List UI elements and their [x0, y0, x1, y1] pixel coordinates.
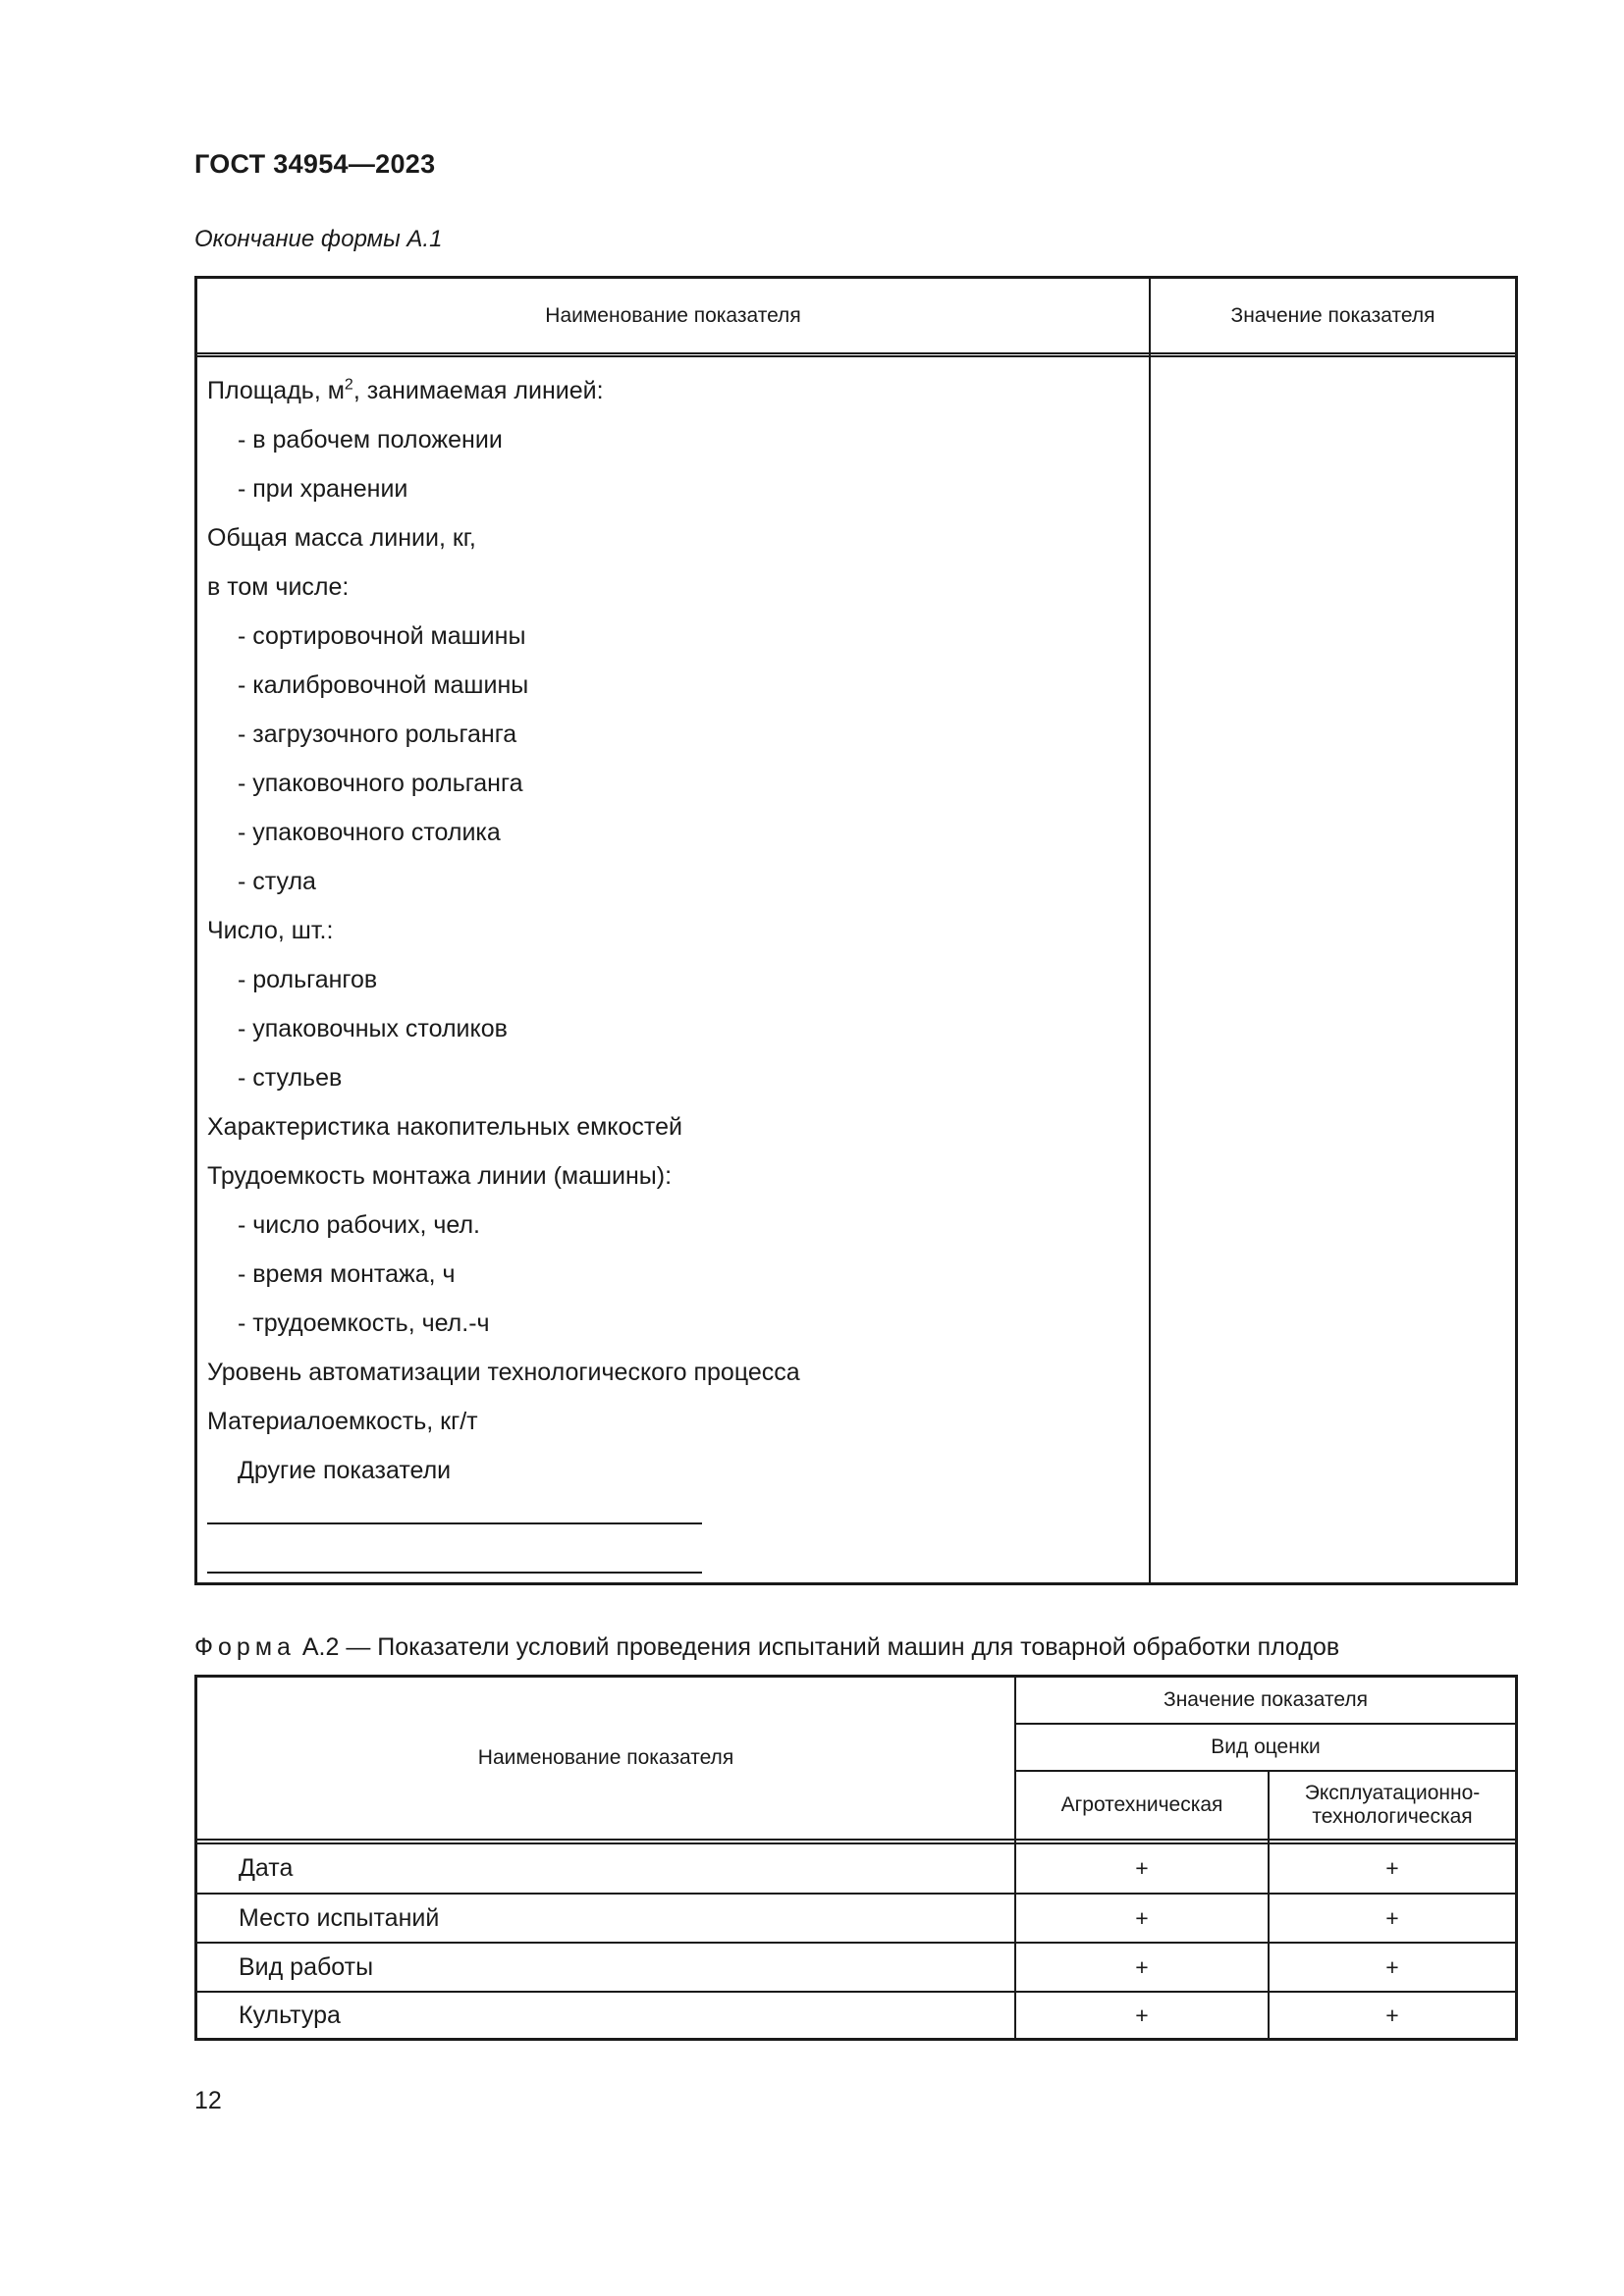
condition-label: Вид работы — [239, 1952, 374, 1981]
assessment-header: Вид оценки — [1211, 1735, 1321, 1758]
indicator-row: - в рабочем положении — [238, 426, 503, 454]
column-header-value: Значение показателя — [1230, 303, 1435, 327]
indicator-row: Уровень автоматизации технологического процесса — [207, 1359, 800, 1386]
indicator-row: - сортировочной машины — [238, 622, 526, 650]
indicator-row: - трудоемкость, чел.-ч — [238, 1309, 490, 1337]
exploit-mark: + — [1385, 1855, 1399, 1881]
indicator-row: Другие показатели — [238, 1457, 452, 1484]
exploit-mark: + — [1385, 2002, 1399, 2028]
indicator-row: Общая масса линии, кг, — [207, 524, 476, 552]
exploit-mark: + — [1385, 1953, 1399, 1980]
indicator-row: Число, шт.: — [207, 917, 334, 944]
indicator-row: Материалоемкость, кг/т — [207, 1408, 478, 1435]
form-title-rest: А.2 — Показатели условий проведения испытаний машин для товарной обработки плодов — [295, 1633, 1340, 1661]
exploitation-header-line1: Эксплуатационно- — [1304, 1782, 1481, 1804]
exploit-mark: + — [1385, 1904, 1399, 1931]
agro-mark: + — [1135, 2002, 1149, 2028]
indicator-row: - упаковочного рольганга — [238, 770, 523, 797]
area-label-sup: 2 — [344, 376, 353, 394]
indicator-row: - стула — [238, 868, 316, 895]
indicator-row: - калибровочной машины — [238, 671, 529, 699]
indicator-row: - загрузочного рольганга — [238, 721, 517, 748]
exploitation-header — [1270, 1772, 1515, 1839]
area-label-pre: Площадь, м — [207, 377, 345, 404]
indicator-row: - при хранении — [238, 475, 408, 503]
blank-fill-line — [207, 1572, 702, 1574]
area-label-post: , занимаемая линией: — [352, 377, 604, 404]
agro-mark: + — [1135, 1953, 1149, 1980]
indicator-row: - стульев — [238, 1064, 343, 1092]
form-word: Форма — [194, 1633, 296, 1661]
condition-label: Дата — [239, 1854, 294, 1882]
indicator-row: в том числе: — [207, 573, 350, 601]
column-header-name: Наименование показателя — [477, 1746, 734, 1769]
condition-label: Культура — [239, 2001, 341, 2029]
indicator-row — [207, 366, 1140, 415]
indicator-row: - время монтажа, ч — [238, 1260, 456, 1288]
document-id: ГОСТ 34954—2023 — [194, 149, 436, 179]
indicators-table-a1 — [194, 276, 1518, 1585]
column-header-name: Наименование показателя — [545, 303, 801, 327]
indicator-row: - число рабочих, чел. — [238, 1211, 480, 1239]
continuation-caption: Окончание формы А.1 — [194, 226, 443, 252]
indicator-row: - рольгангов — [238, 966, 378, 993]
indicator-row: Трудоемкость монтажа линии (машины): — [207, 1162, 673, 1190]
exploitation-header-line2: технологическая — [1312, 1805, 1473, 1828]
indicator-row: Характеристика накопительных емкостей — [207, 1113, 682, 1141]
agro-mark: + — [1135, 1855, 1149, 1881]
agrotechnical-header: Агротехническая — [1060, 1793, 1223, 1816]
indicator-row: - упаковочных столиков — [238, 1015, 508, 1042]
condition-label: Место испытаний — [239, 1903, 440, 1932]
agro-mark: + — [1135, 1904, 1149, 1931]
indicator-row: - упаковочного столика — [238, 819, 501, 846]
value-header: Значение показателя — [1164, 1688, 1368, 1711]
column-divider — [1149, 279, 1151, 1582]
indicator-list — [207, 366, 1140, 1495]
test-conditions-table-a2 — [194, 1675, 1518, 2041]
page-number: 12 — [194, 2087, 222, 2114]
blank-fill-line — [207, 1522, 702, 1524]
form-a2-title — [194, 1633, 1339, 1662]
